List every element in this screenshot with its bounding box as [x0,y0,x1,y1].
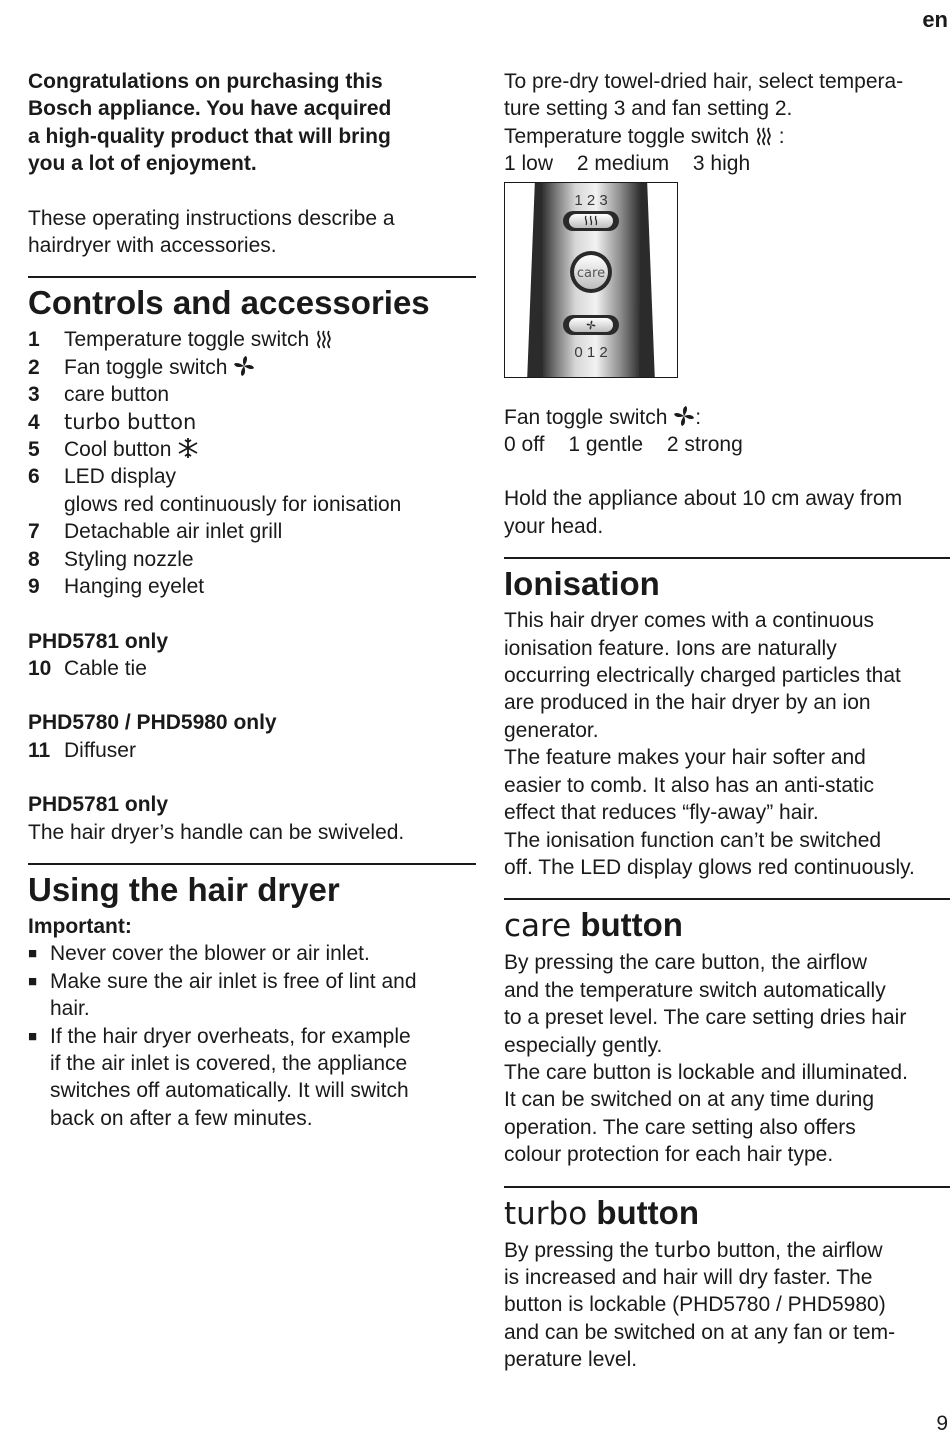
item-number: 11 [28,738,51,762]
list-item [28,354,476,381]
turbo-line: By pressing the turbo button, the airflow [504,1237,883,1262]
item-text: Temperature toggle switch [64,326,333,353]
item-text: Cool button [64,436,199,463]
item-number: 4 [28,410,40,434]
description-paragraph [28,205,476,260]
model-heading: PHD5781 only [28,793,169,817]
item-text: Detachable air inlet grill [64,520,283,544]
temp-switch-label: Temperature toggle switch : [504,124,785,148]
ionisation-line: This hair dryer comes with a continuous [504,609,874,633]
item-number: 7 [28,520,40,544]
list-item [28,737,476,764]
temp-level: 2 medium [576,152,670,176]
temp-scale-labels: 1 2 3 [574,191,608,209]
section-divider [504,898,950,900]
care-line: and the temperature switch automatically [504,978,886,1002]
list-item [28,381,476,408]
turbo-line: perature level. [504,1348,638,1372]
ionisation-line: occurring electrically charged particles that [504,664,901,688]
care-line: operation. The care setting also offers [504,1115,856,1139]
hold-line: your head. [504,514,604,538]
care-line: colour protection for each hair type. [504,1143,834,1167]
fan-icon [233,355,255,377]
model-note: The hair dryer’s handle can be swiveled. [28,820,405,844]
item-text: care button [64,383,170,407]
fan-level: 0 off [504,433,545,457]
ionisation-line: are produced in the hair dryer by an ion [504,691,871,715]
model-heading: PHD5781 only [28,629,169,653]
bullet-line: back on after a few minutes. [50,1106,313,1130]
list-item [28,655,476,682]
temp-level: 1 low [504,152,554,176]
bullet-item [28,1023,476,1133]
ionisation-line: off. The LED display glows red continuously. [504,855,915,879]
item-number [28,491,64,518]
item-text: Hanging eyelet [64,575,205,599]
description-line: hairdryer with accessories. [28,234,277,258]
item-text: Diffuser [64,738,136,762]
item-number: 5 [28,438,40,462]
list-item [28,518,476,545]
intro-line: Congratulations on purchasing this [28,70,383,93]
fan-icon [673,405,695,427]
hold-line: Hold the appliance about 10 cm away from [504,487,903,511]
care-line: By pressing the care button, the airflow [504,951,868,975]
list-item [28,491,476,518]
intro-line: a high-quality product that will bring [28,124,391,148]
item-text: Cable tie [64,656,147,680]
temp-level: 3 high [692,152,751,176]
bullet-line: Never cover the blower or air inlet. [50,942,370,966]
fan-scale-labels: 0 1 2 [574,343,608,361]
turbo-line: is increased and hair will dry faster. The [504,1265,873,1289]
item-number: 3 [28,383,40,407]
intro-line: you a lot of enjoyment. [28,152,257,176]
item-text: Styling nozzle [64,547,194,571]
care-line: especially gently. [504,1033,663,1057]
snowflake-icon [177,437,199,459]
language-indicator: en [922,7,948,32]
item-text: turbo button [64,409,197,434]
care-label: care [576,265,606,281]
item-text: LED display [64,465,177,489]
item-number: 2 [28,355,40,379]
bullet-item [28,940,476,967]
ionisation-line: ionisation feature. Ions are naturally [504,636,837,660]
dryer-switch-illustration [504,182,678,378]
list-item [28,436,476,463]
item-number: 9 [28,575,40,599]
item-text: glows red continuously for ionisation [64,492,402,516]
right-column [504,68,950,1374]
bullet-line: hair. [50,997,90,1021]
turbo-line: and can be switched on at any fan or tem- [504,1320,896,1344]
list-item [28,409,476,436]
temp-levels [504,150,950,177]
section-title-controls: Controls and accessories [28,284,430,322]
ionisation-line: The feature makes your hair softer and [504,746,866,770]
heat-waves-icon [755,126,773,146]
item-number: 8 [28,547,40,571]
section-title-turbo: turbo button [504,1193,699,1232]
list-item [28,463,476,490]
section-divider [504,557,950,559]
list-item [28,546,476,573]
section-title-care: care button [504,906,683,945]
important-label: Important: [28,914,132,938]
ionisation-line: The ionisation function can’t be switched [504,828,882,852]
care-text [504,949,950,1168]
fan-level: 2 strong [666,433,743,457]
dryer-handle-drawing [505,183,677,377]
ionisation-line: effect that reduces “fly-away” hair. [504,801,819,825]
item-text: Fan toggle switch [64,354,255,381]
page-number: 9 [936,1411,948,1435]
bullet-item [28,968,476,1023]
ionisation-line: generator. [504,718,599,742]
fan-level: 1 gentle [568,433,644,457]
heat-waves-icon [315,329,333,349]
bullet-line: switches off automatically. It will switch [50,1079,409,1103]
care-line: It can be switched on at any time during [504,1088,875,1112]
left-column [28,68,476,1132]
bullet-line: If the hair dryer overheats, for example [50,1024,411,1048]
bullet-square-icon: ■ [28,972,38,990]
description-line: These operating instructions describe a [28,206,395,230]
fan-levels [504,431,950,458]
list-item [28,573,476,600]
section-title-ionisation: Ionisation [504,565,660,603]
ionisation-line: easier to comb. It also has an anti-static [504,773,875,797]
section-divider [28,863,476,865]
bullet-line: if the air inlet is covered, the appliance [50,1051,408,1075]
bullet-square-icon: ■ [28,1027,38,1045]
intro-paragraph [28,68,476,178]
item-number: 1 [28,328,40,352]
predry-line: ture setting 3 and fan setting 2. [504,97,793,121]
section-title-using: Using the hair dryer [28,870,340,908]
important-list [28,940,476,1132]
list-item [28,326,476,353]
ionisation-text [504,607,950,881]
item-number: 10 [28,656,52,680]
item-number: 6 [28,465,40,489]
fan-switch-label: Fan toggle switch : [504,405,702,429]
bullet-square-icon: ■ [28,945,38,963]
section-divider [504,1186,950,1188]
turbo-line: button is lockable (PHD5780 / PHD5980) [504,1293,886,1317]
care-line: to a preset level. The care setting dries hair [504,1006,907,1030]
care-line: The care button is lockable and illuminated. [504,1060,908,1084]
controls-list [28,326,476,600]
bullet-line: Make sure the air inlet is free of lint and [50,969,417,993]
section-divider [28,276,476,278]
model-heading: PHD5780 / PHD5980 only [28,711,277,735]
predry-line: To pre-dry towel-dried hair, select tempera- [504,70,904,93]
intro-line: Bosch appliance. You have acquired [28,97,392,121]
turbo-text [504,1237,950,1374]
